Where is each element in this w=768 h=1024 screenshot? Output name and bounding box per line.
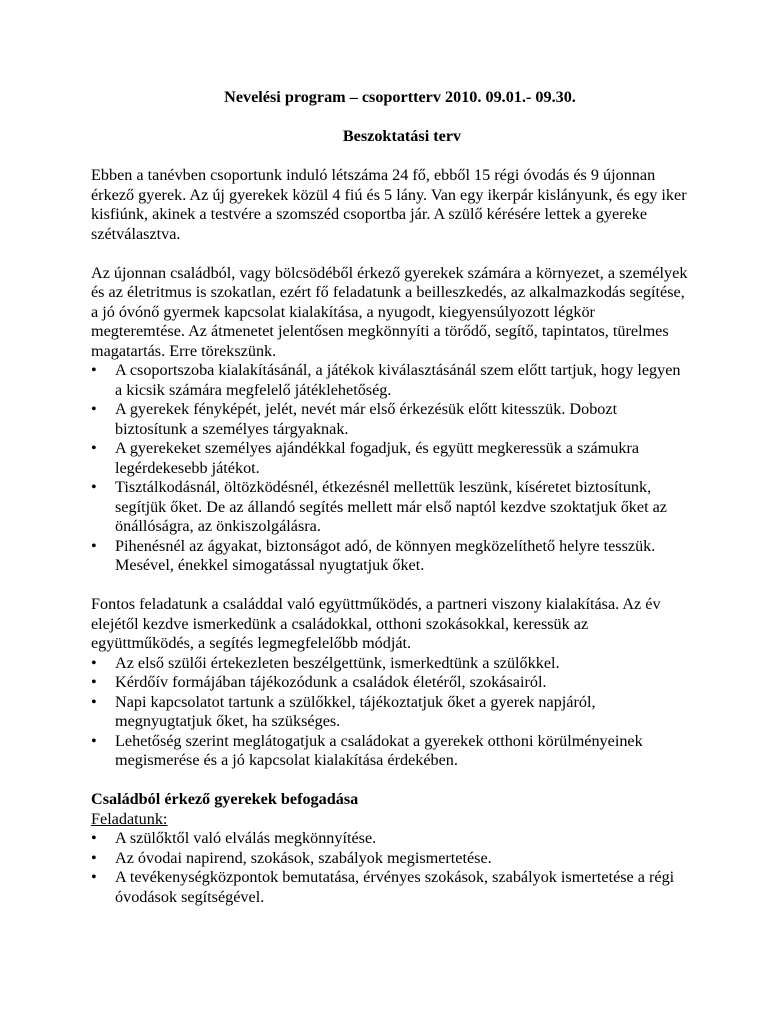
list-item bbox=[91, 673, 691, 693]
list-item bbox=[91, 829, 691, 849]
list-item bbox=[91, 361, 691, 400]
bullet-icon: • bbox=[91, 478, 97, 496]
document-title: Nevelési program – csoportterv 2010. 09.01.- 09.30. bbox=[224, 88, 576, 106]
spacer bbox=[91, 771, 691, 791]
list-item bbox=[91, 439, 691, 478]
bullet-icon: • bbox=[91, 868, 97, 886]
bullet-icon: • bbox=[91, 692, 97, 711]
bullet-icon: • bbox=[91, 400, 97, 418]
list-item bbox=[91, 732, 691, 771]
tasks-label: Feladatunk: bbox=[91, 809, 168, 828]
list-item-text: Napi kapcsolatot tartunk a szülőkkel, tájékoztatjuk őket a gyerek napjáról, megnyugtatjuk őket, ha szükséges. bbox=[115, 692, 596, 730]
list-item-text: Pihenésnél az ágyakat, biztonságot adó, de könnyen megközelíthető helyre tesszük. Mesével, énekkel simogatással nyugtatjuk őket. bbox=[115, 536, 656, 574]
intro-paragraph: Ebben a tanévben csoportunk induló létszáma 24 fő, ebből 15 régi óvodás és 9 újonnan érkező gyerek. Az új gyerekek közül 4 fiú és 5 lány. Van egy ikerpár kislányunk, és egy iker kisfiúnk, akinek a testvére a szomszéd csoportba jár. A szülő kérésére lettek a gyereke szétválasztva. bbox=[91, 166, 687, 243]
bullet-icon: • bbox=[91, 731, 97, 750]
adaptation-bullet-list bbox=[91, 361, 691, 576]
spacer bbox=[91, 576, 691, 596]
list-item bbox=[91, 654, 691, 674]
list-item-text: Tisztálkodásnál, öltözködésnél, étkezésnél mellettük leszünk, kíséretet biztosítunk, segítjük őket. De az állandó segítés mellett már első naptól kezdve szoktatjuk őket az önállóságra, az önkiszolgálásra. bbox=[115, 478, 667, 535]
bullet-icon: • bbox=[91, 439, 97, 457]
bullet-icon: • bbox=[91, 829, 97, 847]
list-item-text: Az óvodai napirend, szokások, szabályok megismertetése. bbox=[115, 848, 492, 867]
bullet-icon: • bbox=[91, 848, 97, 867]
reception-heading: Családból érkező gyerekek befogadása bbox=[91, 790, 359, 808]
spacer bbox=[91, 147, 691, 167]
bullet-icon: • bbox=[91, 536, 97, 555]
list-item bbox=[91, 478, 691, 537]
list-item bbox=[91, 693, 691, 732]
family-paragraph: Fontos feladatunk a családdal való együttműködés, a partneri viszony kialakítása. Az év elejétől kezdve ismerkedünk a családokkal, otthoni szokásokkal, keressük az együttműködés, a segítés legmegfelelőbb módját. bbox=[91, 595, 661, 652]
list-item-text: Kérdőív formájában tájékozódunk a családok életéről, szokásairól. bbox=[115, 673, 547, 691]
list-item bbox=[91, 537, 691, 576]
bullet-icon: • bbox=[91, 361, 97, 379]
list-item bbox=[91, 400, 691, 439]
list-item-text: Az első szülői értekezleten beszélgettünk, ismerkedtünk a szülőkkel. bbox=[115, 653, 560, 672]
document-subtitle: Beszoktatási terv bbox=[342, 127, 462, 145]
list-item-text: Lehetőség szerint meglátogatjuk a családokat a gyerekek otthoni körülményeinek megismerése és a jó kapcsolat kialakítása érdekében. bbox=[115, 731, 643, 769]
task-bullet-list bbox=[91, 829, 691, 907]
document-page bbox=[91, 88, 691, 907]
bullet-icon: • bbox=[91, 673, 97, 691]
spacer bbox=[91, 244, 691, 264]
list-item-text: A gyerekeket személyes ajándékkal fogadjuk, és együtt megkeressük a számukra legérdekesebb játékot. bbox=[115, 439, 640, 477]
list-item-text: A szülőktől való elválás megkönnyítése. bbox=[115, 829, 377, 847]
list-item-text: A tevékenységközpontok bemutatása, érvényes szokások, szabályok ismertetése a régi óvodások segítségével. bbox=[115, 868, 675, 906]
bullet-icon: • bbox=[91, 653, 97, 672]
family-bullet-list bbox=[91, 654, 691, 771]
list-item-text: A csoportszoba kialakításánál, a játékok kiválasztásánál szem előtt tartjuk, hogy legyen a kicsik számára megfelelő játéklehetőség. bbox=[115, 361, 681, 399]
adaptation-paragraph: Az újonnan családból, vagy bölcsödéből érkező gyerekek számára a környezet, a személyek és az életritmus is szokatlan, ezért fő feladatunk a beilleszkedés, az alkalmazkodás segítése, a jó óvónő gyermek kapcsolat kialakítása, a nyugodt, kiegyensúlyozott légkör megteremtése. Az átmenetet jelentősen megkönnyíti a törődő, segítő, tapintatos, türelmes magatartás. Erre törekszünk. bbox=[91, 263, 688, 360]
list-item-text: A gyerekek fényképét, jelét, nevét már első érkezésük előtt kitesszük. Dobozt biztosítunk a személyes tárgyaknak. bbox=[115, 400, 618, 438]
list-item bbox=[91, 868, 691, 907]
list-item bbox=[91, 849, 691, 869]
